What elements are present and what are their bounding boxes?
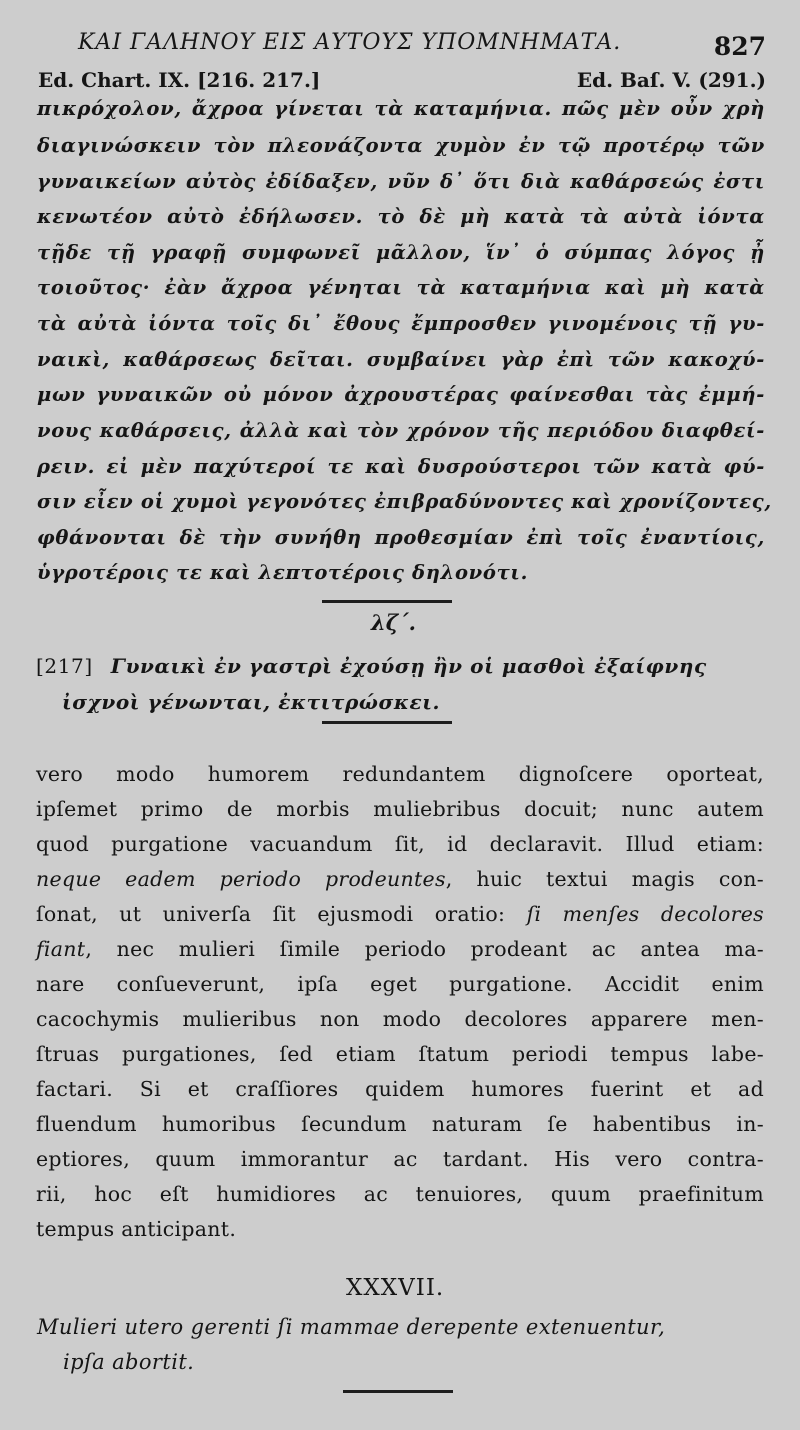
greek-line: γυναικείων αὐτὸς ἐδίδαξεν, νῦν δ᾽ ὅτι διὰ καθάρσεώς ἐστι	[37, 170, 765, 193]
greek-aphorism-line: ἰσχνοὶ γένωνται, ἐκτιτρώσκει.	[62, 690, 441, 714]
greek-line: ὑγροτέροις τε καὶ λεπτοτέροις δηλονότι.	[37, 561, 529, 584]
greek-line: φθάνονται δὲ τὴν συνήθη προθεσμίαν ἐπὶ τοῖς ἐναντίοις,	[37, 526, 765, 549]
greek-aphorism-line	[36, 654, 707, 678]
page-number: 827	[713, 32, 766, 61]
latin-aphorism-line: Mulieri utero gerenti ſi mammae derepente extenuentur,	[37, 1315, 666, 1339]
latin-line: fiant, nec mulieri ſimile periodo prodeant ac antea ma-	[36, 937, 764, 961]
latin-line: ſonat, ut univerſa ſit ejusmodi oratio: ſi menſes decolores	[36, 902, 764, 926]
edition-reference-right: Ed. Baſ. V. (291.)	[576, 68, 766, 92]
latin-line: fluendum humoribus ſecundum naturam ſe habentibus in-	[36, 1112, 764, 1136]
greek-line: νους καθάρσεις, ἀλλὰ καὶ τὸν χρόνον τῆς περιόδου διαφθεί-	[37, 419, 765, 442]
greek-line: τὰ αὐτὰ ἰόντα τοῖς δι᾽ ἔθους ἔμπροσθεν γινομένοις τῇ γυ-	[37, 312, 765, 335]
latin-line: nare conſueverunt, ipſa eget purgatione. Accidit enim	[36, 972, 764, 996]
greek-line: σιν εἶεν οἱ χυμοὶ γεγονότες ἐπιβραδύνοντες καὶ χρονίζοντες,	[37, 490, 772, 513]
quoted-text: neque eadem periodo prodeuntes	[36, 867, 446, 891]
greek-line: ρειν. εἰ μὲν παχύτεροί τε καὶ δυσρούστεροι τῶν κατὰ φύ-	[37, 455, 765, 478]
latin-line: ſtruas purgationes, ſed etiam ſtatum periodi tempus labe-	[36, 1042, 764, 1066]
latin-aphorism-line: ipſa abortit.	[63, 1350, 195, 1374]
greek-section-number: λζ΄.	[371, 610, 416, 635]
running-title: ΚΑΙ ΓΑΛΗΝΟΥ ΕΙΣ ΑΥΤΟΥΣ ΥΠΟΜΝΗΜΑΤΑ.	[78, 30, 622, 55]
latin-line: cacochymis mulieribus non modo decolores apparere men-	[36, 1007, 764, 1031]
latin-line: quod purgatione vacuandum ſit, id declaravit. Illud etiam:	[36, 832, 764, 856]
quoted-text: ſi menſes decolores	[526, 902, 764, 926]
latin-line: rii, hoc eſt humidiores ac tenuiores, quum praefinitum	[36, 1182, 764, 1206]
edition-reference-left: Ed. Chart. IX. [216. 217.]	[38, 68, 321, 92]
latin-section-number: XXXVII.	[346, 1275, 445, 1301]
section-divider	[322, 600, 452, 603]
greek-line: τοιοῦτος· ἐὰν ἄχροα γένηται τὰ καταμήνια καὶ μὴ κατὰ	[37, 276, 765, 299]
section-divider	[322, 721, 452, 724]
quoted-text: fiant	[36, 937, 86, 961]
greek-line: μων γυναικῶν οὐ μόνον ἀχρουστέρας φαίνεσθαι τὰς ἐμμή-	[37, 383, 765, 406]
greek-line: κενωτέον αὐτὸ ἐδήλωσεν. τὸ δὲ μὴ κατὰ τὰ αὐτὰ ἰόντα	[37, 205, 765, 228]
latin-line: neque eadem periodo prodeuntes, huic textui magis con-	[36, 867, 764, 891]
latin-line: tempus anticipant.	[36, 1217, 237, 1241]
greek-line: διαγινώσκειν τὸν πλεονάζοντα χυμὸν ἐν τῷ προτέρῳ τῶν	[37, 134, 765, 157]
latin-line: eptiores, quum immorantur ac tardant. His vero contra-	[36, 1147, 764, 1171]
greek-line: ναικὶ, καθάρσεως δεῖται. συμβαίνει γὰρ ἐπὶ τῶν κακοχύ-	[37, 348, 765, 371]
greek-line: τῇδε τῇ γραφῇ συμφωνεῖ μᾶλλον, ἵν᾽ ὁ σύμπας λόγος ᾖ	[37, 241, 765, 264]
greek-line: πικρόχολον, ἄχροα γίνεται τὰ καταμήνια. πῶς μὲν οὖν χρὴ	[37, 97, 765, 120]
latin-line: factari. Si et craſſiores quidem humores fuerint et ad	[36, 1077, 764, 1101]
latin-line: ipſemet primo de morbis muliebribus docuit; nunc autem	[36, 797, 764, 821]
page-reference: [217]	[36, 654, 93, 678]
latin-line: vero modo humorem redundantem dignoſcere oporteat,	[36, 762, 764, 786]
section-divider	[343, 1390, 453, 1393]
greek-aphorism-text: Γυναικὶ ἐν γαστρὶ ἐχούσῃ ἢν οἱ μασθοὶ ἐξαίφνης	[110, 654, 707, 678]
